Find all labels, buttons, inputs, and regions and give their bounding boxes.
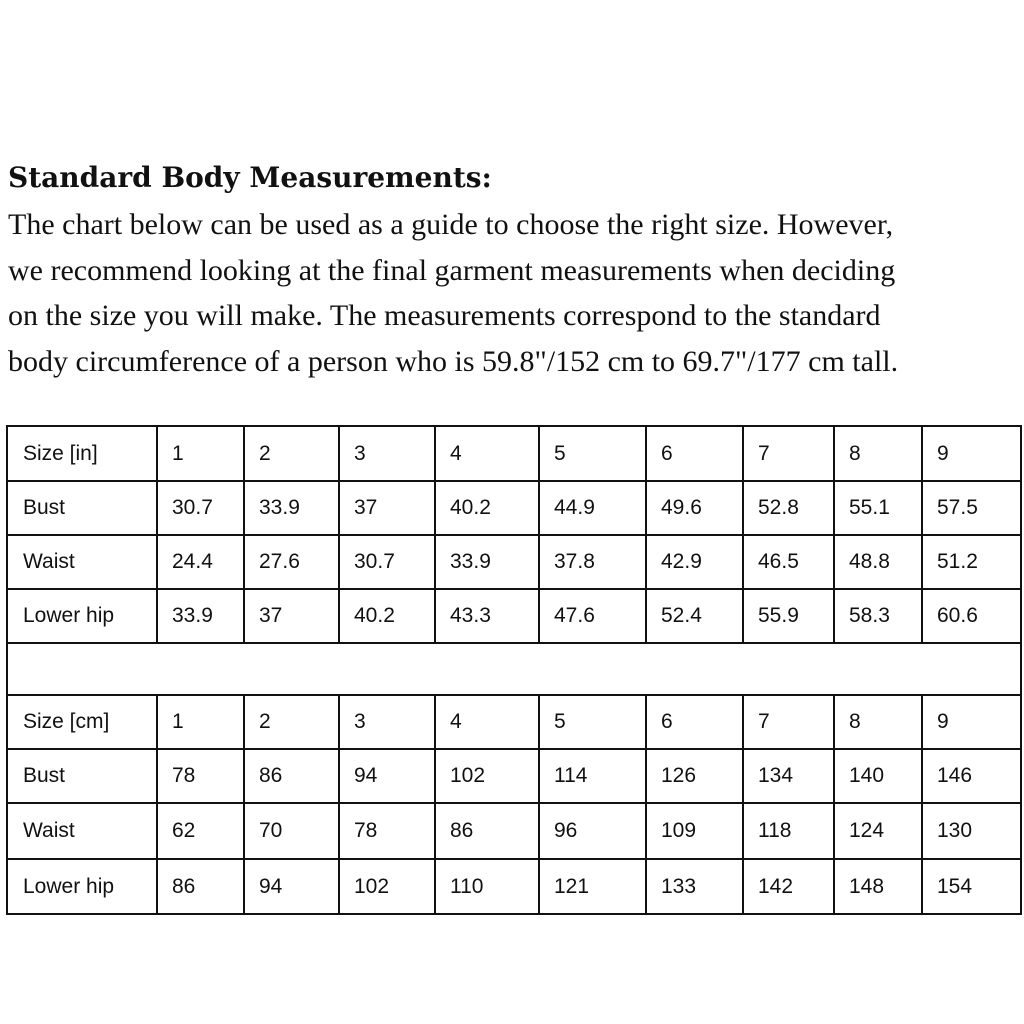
centimeters-section	[7, 695, 1021, 914]
table-cell: 42.9	[646, 535, 743, 589]
table-cell: 124	[834, 803, 922, 859]
spacer-row	[7, 643, 1021, 695]
section-divider	[7, 643, 1021, 695]
table-cell: 5	[539, 426, 646, 481]
table-cell: 46.5	[743, 535, 834, 589]
table-cell: 78	[157, 749, 244, 803]
table-cell: 96	[539, 803, 646, 859]
table-cell: 60.6	[922, 589, 1021, 643]
row-label: Waist	[7, 535, 157, 589]
table-cell: 6	[646, 426, 743, 481]
table-cell: 55.1	[834, 481, 922, 535]
table-cell: 94	[244, 859, 339, 914]
table-cell: 30.7	[157, 481, 244, 535]
table-cell: 51.2	[922, 535, 1021, 589]
table-cell: 140	[834, 749, 922, 803]
table-row	[7, 535, 1021, 589]
row-label: Size [in]	[7, 426, 157, 481]
table-cell: 49.6	[646, 481, 743, 535]
table-cell: 7	[743, 426, 834, 481]
table-cell: 62	[157, 803, 244, 859]
table-cell: 37.8	[539, 535, 646, 589]
table-cell: 40.2	[435, 481, 539, 535]
table-cell: 8	[834, 426, 922, 481]
table-cell: 2	[244, 695, 339, 749]
table-cell: 44.9	[539, 481, 646, 535]
row-label: Bust	[7, 481, 157, 535]
table-row	[7, 695, 1021, 749]
table-cell: 52.4	[646, 589, 743, 643]
table-row	[7, 749, 1021, 803]
row-label: Lower hip	[7, 589, 157, 643]
table-cell: 118	[743, 803, 834, 859]
row-label: Lower hip	[7, 859, 157, 914]
table-cell: 114	[539, 749, 646, 803]
table-cell: 9	[922, 426, 1021, 481]
table-cell: 70	[244, 803, 339, 859]
table-cell: 27.6	[244, 535, 339, 589]
table-cell: 142	[743, 859, 834, 914]
table-row	[7, 589, 1021, 643]
table-cell: 134	[743, 749, 834, 803]
table-row	[7, 803, 1021, 859]
table-cell: 6	[646, 695, 743, 749]
table-cell: 5	[539, 695, 646, 749]
table-cell: 109	[646, 803, 743, 859]
table-cell: 86	[157, 859, 244, 914]
inches-section	[7, 426, 1021, 643]
row-label: Waist	[7, 803, 157, 859]
table-cell: 94	[339, 749, 435, 803]
page-title: Standard Body Measurements:	[8, 161, 492, 194]
table-cell: 3	[339, 695, 435, 749]
table-cell: 3	[339, 426, 435, 481]
table-row	[7, 859, 1021, 914]
table-cell: 30.7	[339, 535, 435, 589]
table-cell: 148	[834, 859, 922, 914]
spacer-cell	[7, 643, 1021, 695]
table-cell: 37	[244, 589, 339, 643]
table-cell: 43.3	[435, 589, 539, 643]
table-cell: 58.3	[834, 589, 922, 643]
intro-line: The chart below can be used as a guide to choose the right size. However,	[8, 208, 894, 241]
table-cell: 4	[435, 426, 539, 481]
table-cell: 86	[435, 803, 539, 859]
table-cell: 86	[244, 749, 339, 803]
table-cell: 33.9	[157, 589, 244, 643]
intro-line: on the size you will make. The measurements correspond to the standard	[8, 299, 881, 332]
table-cell: 126	[646, 749, 743, 803]
table-cell: 102	[339, 859, 435, 914]
table-cell: 110	[435, 859, 539, 914]
table-row	[7, 481, 1021, 535]
table-cell: 8	[834, 695, 922, 749]
table-cell: 7	[743, 695, 834, 749]
table-cell: 130	[922, 803, 1021, 859]
table-cell: 4	[435, 695, 539, 749]
table-cell: 2	[244, 426, 339, 481]
intro-paragraph	[8, 202, 1024, 384]
table-cell: 78	[339, 803, 435, 859]
table-cell: 146	[922, 749, 1021, 803]
table-cell: 133	[646, 859, 743, 914]
table-cell: 57.5	[922, 481, 1021, 535]
table-cell: 33.9	[244, 481, 339, 535]
intro-line: body circumference of a person who is 59.8"/152 cm to 69.7"/177 cm tall.	[8, 344, 899, 378]
table-cell: 154	[922, 859, 1021, 914]
table-cell: 33.9	[435, 535, 539, 589]
table-cell: 55.9	[743, 589, 834, 643]
size-chart-table	[6, 425, 1022, 915]
table-cell: 1	[157, 695, 244, 749]
table-cell: 52.8	[743, 481, 834, 535]
table-cell: 47.6	[539, 589, 646, 643]
intro-line: we recommend looking at the final garment measurements when deciding	[8, 253, 896, 287]
row-label: Size [cm]	[7, 695, 157, 749]
table-cell: 48.8	[834, 535, 922, 589]
table-cell: 37	[339, 481, 435, 535]
table-cell: 40.2	[339, 589, 435, 643]
table-cell: 102	[435, 749, 539, 803]
table-cell: 1	[157, 426, 244, 481]
row-label: Bust	[7, 749, 157, 803]
table-cell: 24.4	[157, 535, 244, 589]
table-cell: 9	[922, 695, 1021, 749]
table-cell: 121	[539, 859, 646, 914]
table-row	[7, 426, 1021, 481]
